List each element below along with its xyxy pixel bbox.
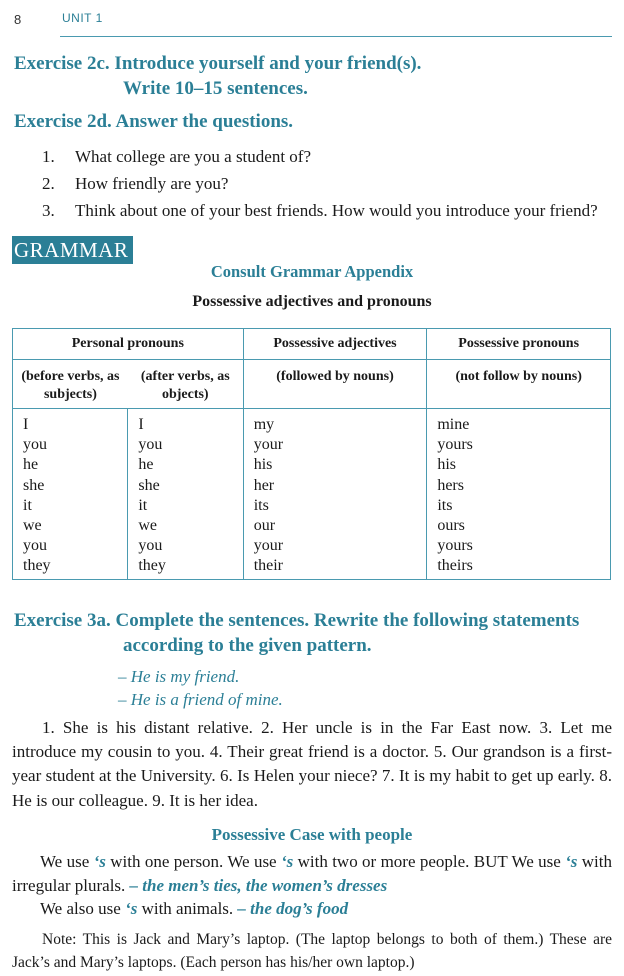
exercise-2c-label: Exercise 2c. xyxy=(14,53,110,74)
consult-appendix-heading: Consult Grammar Appendix xyxy=(210,262,414,281)
adjectives-column: my your his her its our your their xyxy=(243,409,427,580)
subheader-objects: (after verbs, as objects) xyxy=(140,369,230,402)
header-rule xyxy=(60,36,612,37)
exercise-3a-sentences: 1. She is his distant relative. 2. Her uncle is in the Far East now. 3. Let me introduce my cousin to you. 4. Their great friend is a doctor. 5. Our grandson is a first-year student at the University. 6. Is Helen your niece? 7. It is my habit to get up early. 8. He is our colleague. 9. It is her idea. xyxy=(12,718,612,810)
exercise-2c-line1: Introduce yourself and your friend(s). xyxy=(114,53,422,74)
pronoun-table xyxy=(12,328,611,580)
header-adjectives: Possessive adjectives xyxy=(243,329,427,360)
header-personal: Personal pronouns xyxy=(13,329,244,360)
exercise-2d-label: Exercise 2d. xyxy=(14,111,112,132)
example-line-2: – He is a friend of mine. xyxy=(118,690,283,709)
page-number: 8 xyxy=(14,12,22,27)
pattern-example xyxy=(118,665,283,711)
list-item: 3. Think about one of your best friends. How would you introduce your friend? xyxy=(42,201,598,220)
list-item: 2. How friendly are you? xyxy=(42,174,229,193)
possessive-case-paragraph-1: We use ‘s with one person. We use ‘s with two or more people. BUT We use ‘s with irregular plurals. – the men’s ties, the women’s dresses xyxy=(12,852,612,896)
exercise-2d-title: Answer the questions. xyxy=(115,111,294,132)
subheader-adjectives: (followed by nouns) xyxy=(243,360,427,409)
pronouns-column: mine yours his hers its ours yours theirs xyxy=(427,409,611,580)
subheader-subjects: (before verbs, as subjects) xyxy=(21,369,120,402)
table-subtitle: Possessive adjectives and pronouns xyxy=(192,293,432,310)
question-list xyxy=(42,143,598,224)
possessive-case-paragraph-2: We also use ‘s with animals. – the dog’s food xyxy=(40,899,349,918)
header-pronouns: Possessive pronouns xyxy=(427,329,611,360)
subjects-column: I you he she it we you they xyxy=(23,416,51,575)
list-item: 1. What college are you a student of? xyxy=(42,147,312,166)
possessive-case-note: Note: This is Jack and Mary’s laptop. (The laptop belongs to both of them.) These are Jack’s and Mary’s laptops. (Each person has his/her own laptop.) xyxy=(12,931,612,971)
example-line-1: – He is my friend. xyxy=(118,667,240,686)
grammar-tag: GRAMMAR xyxy=(12,236,133,264)
objects-column: I you he she it we you they xyxy=(127,409,242,579)
exercise-2c-heading xyxy=(14,51,421,101)
exercise-3a-line1: Complete the sentences. Rewrite the following statements xyxy=(115,610,580,631)
unit-label: UNIT 1 xyxy=(62,11,103,25)
exercise-3a-label: Exercise 3a. xyxy=(14,610,111,631)
exercise-2c-line2: Write 10–15 sentences. xyxy=(123,78,308,99)
subheader-pronouns: (not follow by nouns) xyxy=(427,360,611,409)
exercise-2d-heading xyxy=(14,109,293,134)
exercise-3a-heading xyxy=(14,608,579,658)
possessive-case-title: Possessive Case with people xyxy=(211,825,413,844)
exercise-3a-line2: according to the given pattern. xyxy=(123,635,372,656)
